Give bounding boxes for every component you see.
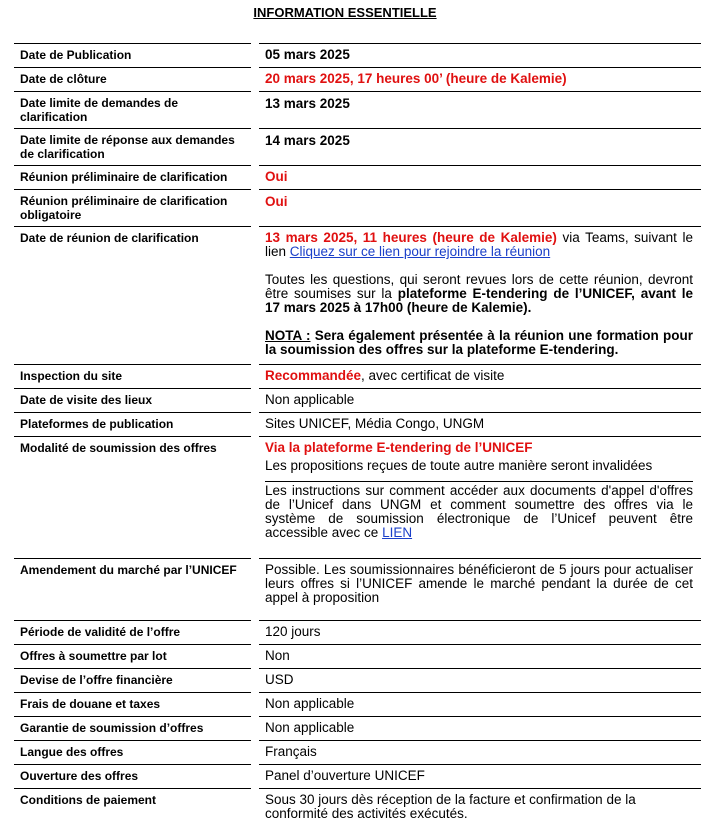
row-value: [255, 227, 701, 365]
row-label: Ouverture des offres: [14, 765, 255, 789]
row-value: Non: [255, 645, 701, 669]
questions-text: Toutes les questions, qui seront revues lors de cette réunion, devront être soumises sur la: [265, 272, 693, 301]
row-value: 120 jours: [255, 621, 701, 645]
table-row: [14, 437, 701, 559]
row-label: Date de clôture: [14, 68, 255, 92]
table-row: [14, 68, 701, 92]
table-row: [14, 765, 701, 789]
nota-label: NOTA :: [265, 328, 311, 343]
instructions-link[interactable]: LIEN: [382, 525, 413, 540]
meeting-via: via Teams, suivant le lien: [265, 230, 694, 259]
table-row: [14, 190, 701, 227]
table-row: [14, 559, 701, 621]
table-row: [14, 741, 701, 765]
row-label: Frais de douane et taxes: [14, 693, 255, 717]
nota-text: Sera également présentée à la réunion une formation pour la soumission des offres sur la plateforme E-tendering.: [265, 328, 693, 357]
row-label: Date limite de demandes de clarification: [14, 92, 255, 129]
table-row: [14, 389, 701, 413]
row-label: Date de visite des lieux: [14, 389, 255, 413]
row-value: 20 mars 2025, 17 heures 00’ (heure de Kalemie): [255, 68, 701, 92]
table-row: [14, 645, 701, 669]
submission-note: Les propositions reçues de toute autre manière seront invalidées: [265, 458, 653, 473]
row-label: Garantie de soumission d’offres: [14, 717, 255, 741]
row-value: [255, 365, 701, 389]
table-row: [14, 693, 701, 717]
row-value: Possible. Les soumissionnaires bénéficieront de 5 jours pour actualiser leurs offres si l’UNICEF amende le marché pendant la durée de cet appel à proposition: [255, 559, 701, 621]
meeting-date: 13 mars 2025, 11 heures (heure de Kalemie): [265, 230, 557, 245]
row-value: Sites UNICEF, Média Congo, UNGM: [255, 413, 701, 437]
row-label: Inspection du site: [14, 365, 255, 389]
table-row: [14, 92, 701, 129]
essential-info-table: [14, 43, 701, 825]
row-label: Date de réunion de clarification: [14, 227, 255, 365]
meeting-info: [265, 231, 693, 259]
row-label: Réunion préliminaire de clarification obligatoire: [14, 190, 255, 227]
row-label: Date de Publication: [14, 44, 255, 68]
row-value: [255, 437, 701, 559]
row-value: 05 mars 2025: [255, 44, 701, 68]
table-row: [14, 44, 701, 68]
table-row: [14, 227, 701, 365]
row-value: Non applicable: [255, 389, 701, 413]
row-value: Non applicable: [255, 693, 701, 717]
table-row: [14, 365, 701, 389]
row-value: Sous 30 jours dès réception de la facture et confirmation de la conformité des activités exécutés.: [255, 789, 701, 826]
row-value: Oui: [255, 190, 701, 227]
table-row: [14, 669, 701, 693]
instructions-paragraph: [265, 481, 693, 540]
instructions-text: Les instructions sur comment accéder aux documents d'appel d'offres de l’Unicef dans UNGM et comment soumettre des offres via le système de soumission électronique de l’Unicef peuvent être accessible avec ce: [265, 483, 693, 540]
row-value: 13 mars 2025: [255, 92, 701, 129]
row-label: Plateformes de publication: [14, 413, 255, 437]
questions-paragraph: [265, 273, 693, 315]
inspection-status: Recommandée: [265, 368, 362, 383]
submission-mode: Via la plateforme E-tendering de l’UNICEF: [265, 440, 533, 455]
nota-paragraph: [265, 329, 693, 357]
row-label: Amendement du marché par l’UNICEF: [14, 559, 255, 621]
row-value: Non applicable: [255, 717, 701, 741]
questions-deadline: plateforme E-tendering de l’UNICEF, avant le 17 mars 2025 à 17h00 (heure de Kalemie).: [265, 286, 694, 315]
row-label: Modalité de soumission des offres: [14, 437, 255, 559]
page-title: INFORMATION ESSENTIELLE: [253, 5, 437, 20]
table-row: [14, 413, 701, 437]
row-value: Oui: [255, 166, 701, 190]
row-label: Date limite de réponse aux demandes de clarification: [14, 129, 255, 166]
table-row: [14, 789, 701, 826]
meeting-link[interactable]: Cliquez sur ce lien pour rejoindre la réunion: [289, 244, 551, 259]
table-row: [14, 166, 701, 190]
row-value: Panel d’ouverture UNICEF: [255, 765, 701, 789]
row-label: Conditions de paiement: [14, 789, 255, 826]
table-row: [14, 129, 701, 166]
table-row: [14, 717, 701, 741]
row-label: Langue des offres: [14, 741, 255, 765]
row-value: USD: [255, 669, 701, 693]
row-value: Français: [255, 741, 701, 765]
row-value: 14 mars 2025: [255, 129, 701, 166]
table-row: [14, 621, 701, 645]
row-label: Réunion préliminaire de clarification: [14, 166, 255, 190]
row-label: Devise de l’offre financière: [14, 669, 255, 693]
inspection-rest: , avec certificat de visite: [361, 368, 505, 383]
row-label: Offres à soumettre par lot: [14, 645, 255, 669]
row-label: Période de validité de l’offre: [14, 621, 255, 645]
